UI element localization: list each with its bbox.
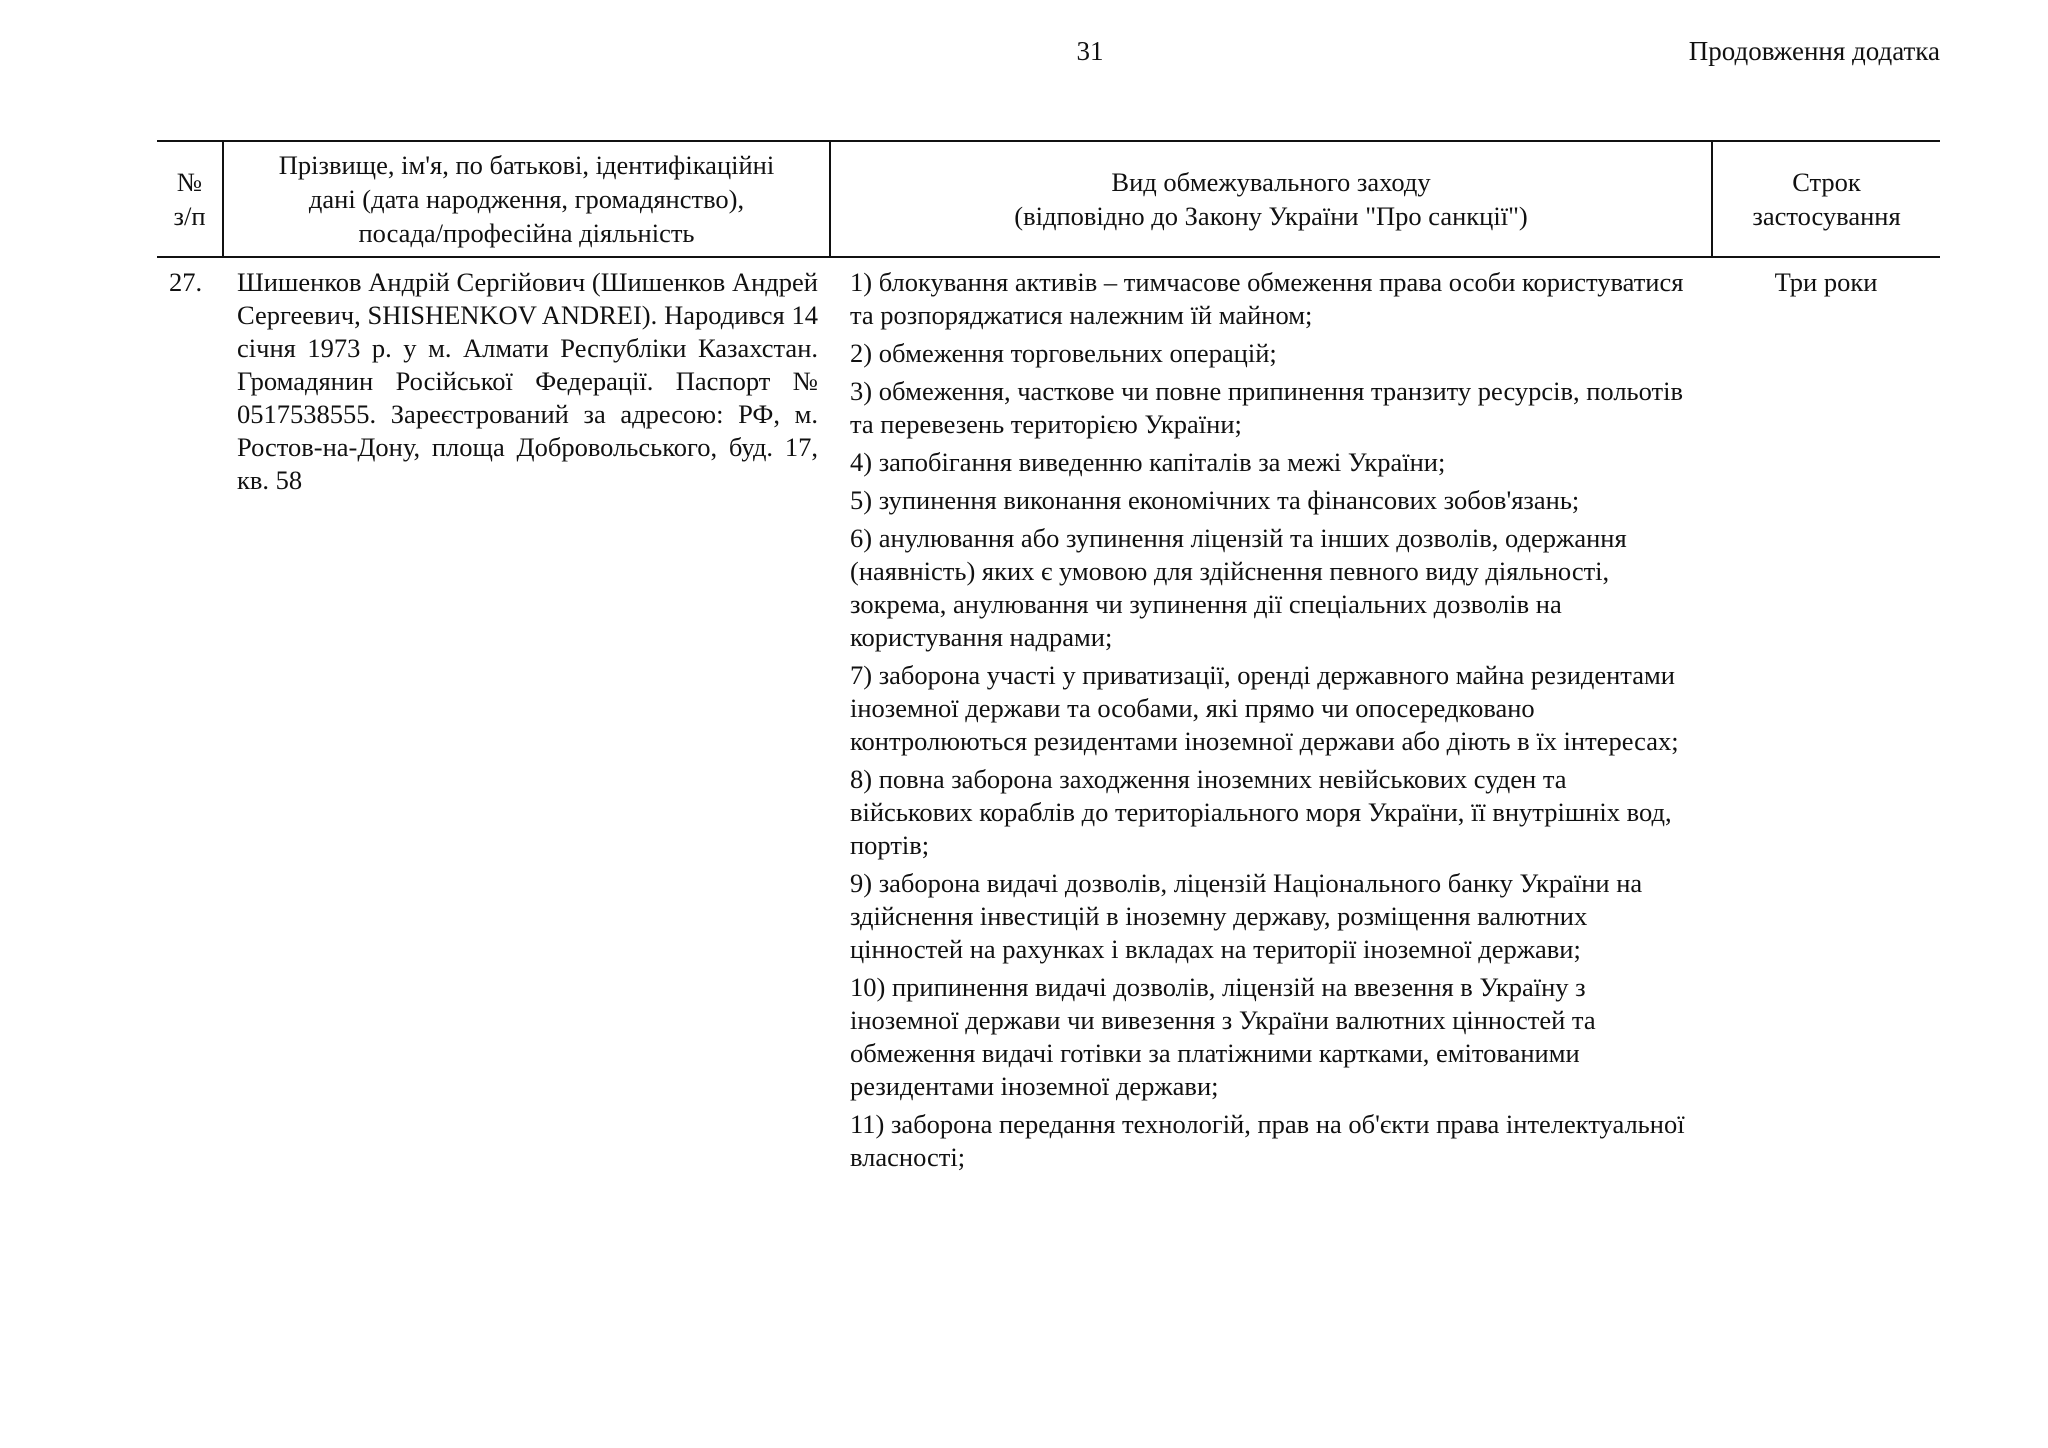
measure-item: 6) анулювання або зупинення ліцензій та інших дозволів, одержання (наявність) яких є умовою для здійснення певного виду діяльності, зокрема, анулювання чи зупинення дії спеціальних дозволів на користування надрами; [850,523,1627,652]
person-details: Шишенков Андрій Сергійович (Шишенков Андрей Сергеевич, SHISHENKOV ANDREI). Народився 14 січня 1973 р. у м. Алмати Республіки Казахстан. Громадянин Російської Федерації. Паспорт № 0517538555. Зареєстрований за адресою: РФ, м. Ростов-на-Дону, площа Добровольського, буд. 17, кв. 58 [237,267,818,495]
header-person-line: дані (дата народження, громадянство), [308,184,745,214]
measure-item: 10) припинення видачі дозволів, ліцензій на ввезення в Україну з іноземної держави чи вивезення з України валютних цінностей та обмеження видачі готівки за платіжними картками, емітованими резидентами іноземної держави; [850,972,1596,1101]
row-number: 27. [169,267,203,297]
header-measure-line: (відповідно до Закону України "Про санкції") [1014,201,1528,231]
header-term [1712,141,1940,257]
header-measure-line: Вид обмежувального заходу [1111,167,1431,197]
measure-item: 9) заборона видачі дозволів, ліцензій Національного банку України на здійснення інвестицій в іноземну державу, розміщення валютних цінностей на рахунках і вкладах на території іноземної держави; [850,868,1643,964]
header-measure [830,141,1712,257]
measure-item: 5) зупинення виконання економічних та фінансових зобов'язань; [850,485,1580,515]
application-term: Три роки [1774,267,1878,297]
header-person-line: посада/професійна діяльність [358,218,695,248]
measure-item: 4) запобігання виведенню капіталів за межі України; [850,447,1446,477]
header-term-line: Строк [1792,167,1861,197]
sanctions-table [157,140,1940,1180]
measure-item: 7) заборона участі у приватизації, оренді державного майна резидентами іноземної держави та особами, які прямо чи опосередковано контролюються резидентами іноземної держави або діють в їх інтересах; [850,660,1679,756]
measure-item: 2) обмеження торговельних операцій; [850,338,1277,368]
header-person-line: Прізвище, ім'я, по батькові, ідентифікаційні [278,150,775,180]
header-number-line: з/п [173,201,206,231]
measure-item: 1) блокування активів – тимчасове обмеження права особи користуватися та розпоряджатися належним їй майном; [850,267,1684,330]
measure-item: 11) заборона передання технологій, прав на об'єкти права інтелектуальної власності; [850,1109,1685,1172]
header-number [157,141,223,257]
header-number-line: № [176,167,203,197]
measure-item: 3) обмеження, часткове чи повне припинення транзиту ресурсів, польотів та перевезень територією України; [850,376,1684,439]
page-number: 31 [1076,36,1104,66]
measures-list [830,257,1712,1180]
table-row [157,257,1940,1180]
header-term-line: застосування [1752,201,1901,231]
measure-item: 8) повна заборона заходження іноземних невійськових суден та військових кораблів до територіального моря України, її внутрішніх вод, портів; [850,764,1672,860]
table-header [157,141,1940,257]
continuation-label: Продовження додатка [1688,36,1940,66]
header-person [223,141,830,257]
